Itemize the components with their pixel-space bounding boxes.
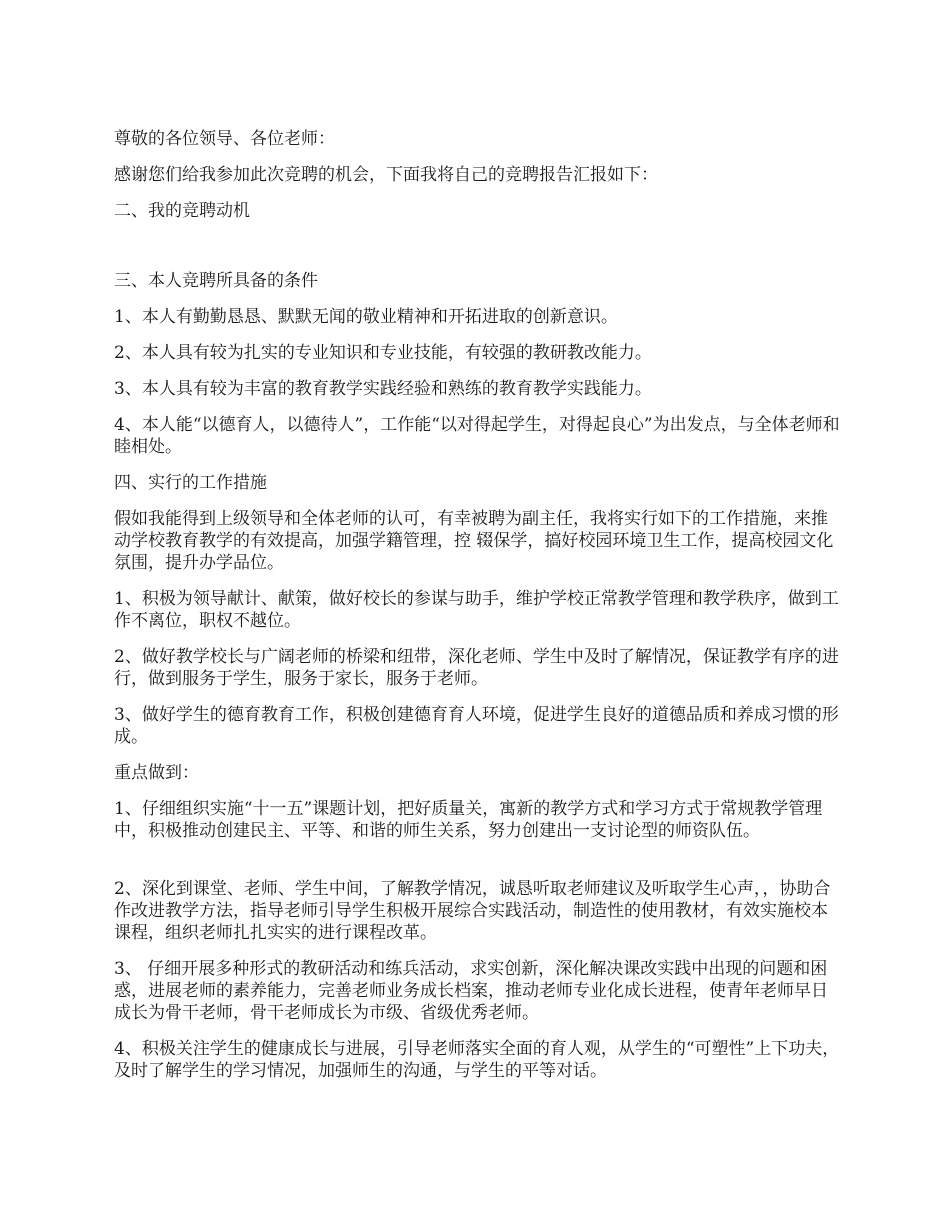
measure-item: 3、做好学生的德育教育工作，积极创建德育育人环境，促进学生良好的道德品质和养成习惯的形成。: [114, 705, 839, 747]
focus-item: 1、仔细组织实施“十一五”课题计划，把好质量关，寓新的教学方式和学习方式于常规教学管理中，积极推动创建民主、平等、和谐的师生关系，努力创建出一支讨论型的师资队伍。: [114, 799, 823, 841]
section-heading-conditions: 三、本人竞聘所具备的条件: [114, 271, 318, 291]
intro-paragraph: 感谢您们给我参加此次竞聘的机会，下面我将自己的竞聘报告汇报如下：: [114, 165, 658, 185]
focus-item: 4、积极关注学生的健康成长与进展，引导老师落实全面的育人观，从学生的“可塑性”上下功夫，及时了解学生的学习情况，加强师生的沟通，与学生的平等对话。: [114, 1039, 840, 1081]
condition-item: 2、本人具有较为扎实的专业知识和专业技能，有较强的教研教改能力。: [114, 343, 652, 363]
condition-item: 4、本人能“以德育人，以德待人”，工作能“以对得起学生，对得起良心”为出发点，与全体老师和睦相处。: [114, 415, 840, 457]
focus-item: 2、深化到课堂、老师、学生中间，了解教学情况，诚恳听取老师建议及听取学生心声，，协助合作改进教学方法，指导老师引导学生积极开展综合实践活动，制造性的使用教材，有效实施校本课程，组织老师扎扎实实的进行课程改革。: [114, 879, 831, 943]
focus-heading: 重点做到：: [114, 763, 199, 783]
greeting: 尊敬的各位领导、各位老师：: [114, 129, 335, 149]
condition-item: 3、本人具有较为丰富的教育教学实践经验和熟练的教育教学实践能力。: [114, 379, 652, 399]
measures-intro-paragraph: 假如我能得到上级领导和全体老师的认可，有幸被聘为副主任，我将实行如下的工作措施，来推动学校教育教学的有效提高，加强学籍管理，控 辍保学，搞好校园环境卫生工作，提高校园文化氛围，提升办学品位。: [114, 509, 834, 573]
section-heading-motivation: 二、我的竞聘动机: [114, 201, 250, 221]
section-heading-measures: 四、实行的工作措施: [114, 473, 267, 493]
measure-item: 2、做好教学校长与广阔老师的桥梁和纽带，深化老师、学生中及时了解情况，保证教学有序的进行，做到服务于学生，服务于家长，服务于老师。: [114, 647, 839, 689]
focus-item: 3、 仔细开展多种形式的教研活动和练兵活动，求实创新，深化解决课改实践中出现的问题和困惑，进展老师的素养能力，完善老师业务成长档案，推动老师专业化成长进程，使青年老师早日成长为骨干老师，骨干老师成长为市级、省级优秀老师。: [114, 959, 828, 1023]
condition-item: 1、本人有勤勤恳恳、默默无闻的敬业精神和开拓进取的创新意识。: [114, 307, 618, 327]
measure-item: 1、积极为领导献计、献策，做好校长的参谋与助手，维护学校正常教学管理和教学秩序，做到工作不离位，职权不越位。: [114, 589, 839, 631]
